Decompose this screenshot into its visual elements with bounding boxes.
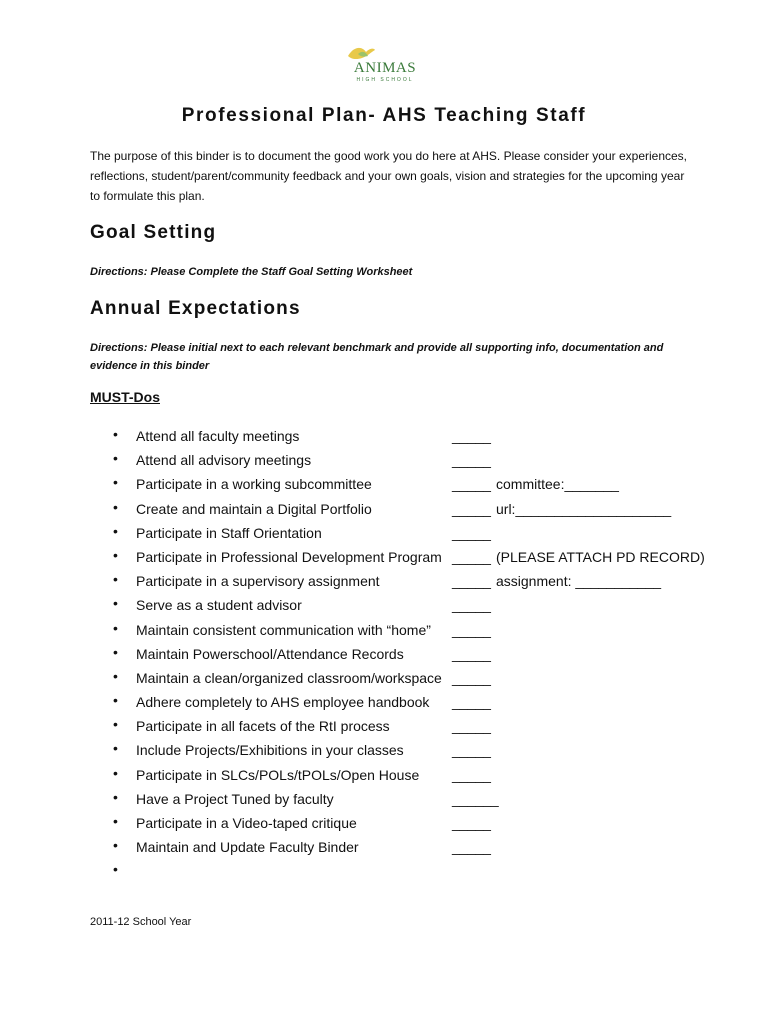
- initial-blank[interactable]: _____: [452, 597, 491, 614]
- must-dos-heading: MUST-Dos: [90, 389, 160, 405]
- item-label: Attend all faculty meetings: [136, 428, 300, 444]
- item-note[interactable]: (PLEASE ATTACH PD RECORD): [496, 548, 705, 565]
- item-note[interactable]: committee:_______: [496, 476, 619, 493]
- initial-blank[interactable]: _____: [452, 742, 491, 759]
- annual-expectations-directions: Directions: Please initial next to each relevant benchmark and provide all supporting info, documentation and evidence in this binder: [90, 342, 664, 372]
- list-item: [0, 618, 768, 642]
- goal-setting-directions: Directions: Please Complete the Staff Goal Setting Worksheet: [90, 266, 413, 278]
- page-title: Professional Plan- AHS Teaching Staff: [181, 105, 587, 126]
- item-label: Participate in SLCs/POLs/tPOLs/Open House: [136, 766, 420, 783]
- intro-paragraph: The purpose of this binder is to document the good work you do here at AHS. Please consider your experiences, reflections, student/parent/community feedback and your own goals, vision and strategies for the upcoming year to formulate this plan.: [90, 149, 688, 203]
- list-item: [0, 497, 768, 521]
- bullet-icon: •: [113, 450, 118, 467]
- initial-blank[interactable]: _____: [452, 669, 491, 686]
- bullet-icon: •: [113, 740, 118, 757]
- initial-blank[interactable]: _____: [452, 718, 491, 735]
- list-item: [0, 642, 768, 666]
- item-label: Participate in Professional Development Program: [136, 548, 442, 565]
- annual-expectations-heading: Annual Expectations: [90, 298, 301, 319]
- initial-blank[interactable]: _____: [452, 524, 491, 541]
- item-label: Participate in a supervisory assignment: [136, 573, 380, 590]
- list-item: [0, 448, 768, 472]
- item-label: Adhere completely to AHS employee handbook: [136, 694, 430, 711]
- goal-setting-heading: Goal Setting: [90, 222, 217, 243]
- item-label: Participate in a working subcommittee: [136, 476, 372, 493]
- item-label: Attend all advisory meetings: [136, 452, 312, 469]
- bullet-icon: •: [113, 837, 118, 854]
- bullet-icon: •: [113, 813, 118, 829]
- initial-blank[interactable]: _____: [452, 428, 491, 444]
- bullet-icon: •: [113, 595, 118, 612]
- initial-blank[interactable]: _____: [452, 815, 491, 831]
- initial-blank[interactable]: _____: [452, 476, 491, 493]
- item-label: Serve as a student advisor: [136, 597, 302, 614]
- list-item: [0, 763, 768, 787]
- initial-blank[interactable]: _____: [452, 573, 491, 590]
- list-item: [0, 545, 768, 569]
- list-item: [0, 666, 768, 690]
- initial-blank[interactable]: _____: [452, 500, 491, 517]
- initial-blank[interactable]: ______: [452, 790, 499, 807]
- bullet-icon: •: [113, 667, 118, 684]
- bullet-icon: •: [113, 716, 118, 733]
- item-label: Maintain a clean/organized classroom/workspace: [136, 669, 442, 686]
- bullet-icon: •: [113, 426, 118, 442]
- initial-blank[interactable]: _____: [452, 839, 491, 856]
- item-label: Create and maintain a Digital Portfolio: [136, 500, 372, 517]
- item-label: Participate in all facets of the RtI process: [136, 718, 390, 735]
- item-label: Maintain Powerschool/Attendance Records: [136, 645, 404, 662]
- list-item: [0, 835, 768, 859]
- bullet-icon: •: [113, 522, 118, 539]
- item-label: Have a Project Tuned by faculty: [136, 790, 334, 807]
- school-logo: [340, 44, 430, 90]
- item-label: Include Projects/Exhibitions in your classes: [136, 742, 404, 759]
- bullet-icon: •: [113, 619, 118, 636]
- list-item: [0, 569, 768, 593]
- list-item: [0, 472, 768, 496]
- initial-blank[interactable]: _____: [452, 621, 491, 638]
- item-label: Maintain consistent communication with “home”: [136, 621, 431, 638]
- bullet-icon: •: [113, 788, 118, 805]
- list-item: [0, 521, 768, 545]
- initial-blank[interactable]: _____: [452, 452, 491, 469]
- footer-school-year: 2011-12 School Year: [90, 916, 192, 928]
- item-label: Participate in a Video-taped critique: [136, 815, 357, 831]
- logo-name: ANIMAS: [353, 60, 417, 76]
- list-item: [0, 738, 768, 762]
- initial-blank[interactable]: _____: [452, 645, 491, 662]
- initial-blank[interactable]: _____: [452, 766, 491, 783]
- must-dos-list: [0, 424, 768, 884]
- bullet-icon: •: [113, 764, 118, 781]
- item-note[interactable]: url:____________________: [496, 500, 672, 517]
- initial-blank[interactable]: _____: [452, 548, 491, 565]
- bullet-icon: •: [113, 643, 118, 660]
- list-item: [0, 787, 768, 811]
- item-label: Maintain and Update Faculty Binder: [136, 839, 359, 856]
- bullet-icon: •: [113, 692, 118, 709]
- list-item: [0, 714, 768, 738]
- item-note[interactable]: assignment: ___________: [496, 573, 662, 590]
- bullet-icon: •: [113, 546, 118, 563]
- bullet-icon: •: [113, 571, 118, 588]
- list-item: [0, 690, 768, 714]
- logo-subtitle: HIGH SCHOOL: [356, 77, 414, 83]
- list-item: [0, 593, 768, 617]
- item-label: Participate in Staff Orientation: [136, 524, 322, 541]
- list-item: [0, 811, 768, 835]
- bullet-icon: •: [113, 474, 118, 491]
- bullet-icon: •: [113, 861, 118, 878]
- list-item: [0, 859, 768, 883]
- list-item: [0, 424, 768, 448]
- bullet-icon: •: [113, 498, 118, 515]
- initial-blank[interactable]: _____: [452, 694, 491, 711]
